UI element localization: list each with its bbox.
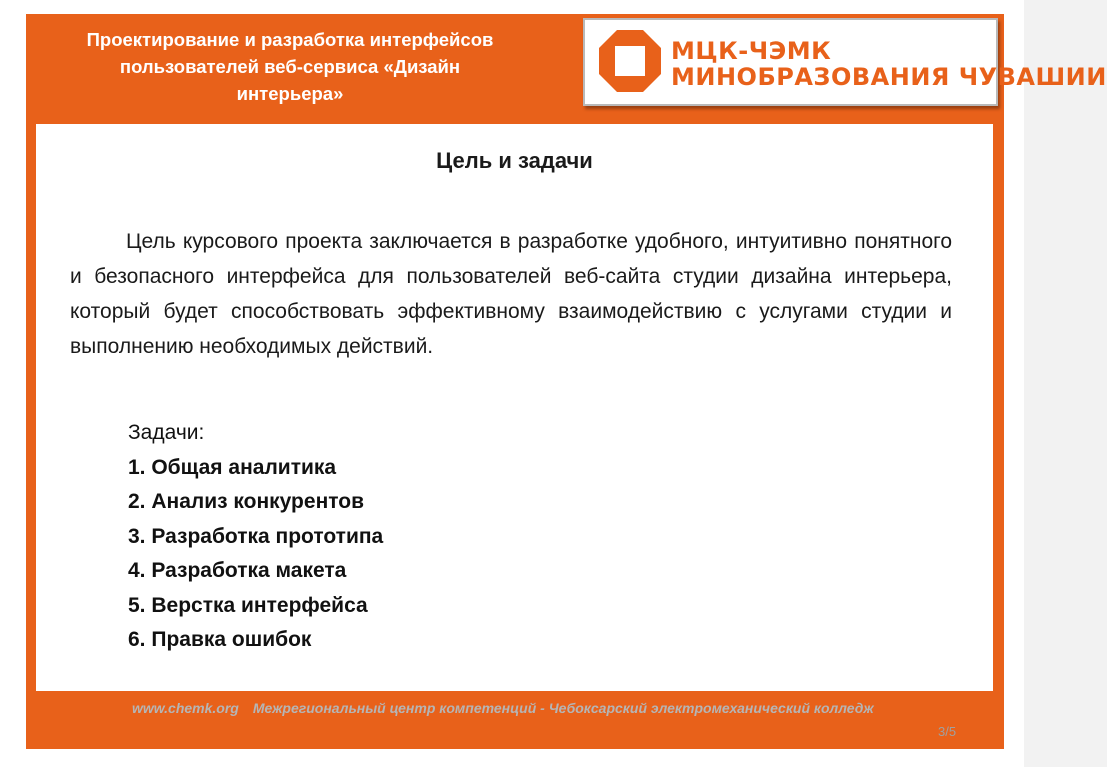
logo-line-2: МИНОБРАЗОВАНИЯ ЧУВАШИИ <box>671 63 1107 91</box>
task-item-3: 3. Разработка прототипа <box>128 524 384 548</box>
task-item-6: 6. Правка ошибок <box>128 628 312 651</box>
content-panel <box>36 124 993 691</box>
header-title <box>40 26 540 107</box>
tasks-label: Задачи: <box>128 421 205 444</box>
logo <box>583 18 1107 106</box>
task-item-5: 5. Верстка интерфейса <box>128 593 368 617</box>
task-item-1: 1. Общая аналитика <box>128 455 337 479</box>
footer <box>0 700 1024 716</box>
logo-text <box>671 37 1107 91</box>
task-item-4: 4. Разработка макета <box>128 559 347 582</box>
logo-line-1: МЦК-ЧЭМК <box>671 37 832 65</box>
header-title-line-3: интерьера» <box>236 83 344 104</box>
tasks-list <box>128 416 728 658</box>
header-title-line-1: Проектирование и разработка интерфейсов <box>86 29 494 50</box>
footer-org: Межрегиональный центр компетенций - Чебоксарский электромеханический колледж <box>252 700 874 716</box>
octagon-logo-icon <box>599 30 661 92</box>
header-title-line-2: пользователей веб-сервиса «Дизайн <box>119 56 461 77</box>
goal-paragraph: Цель курсового проекта заключается в разработке удобного, интуитивно понятного и безопасного интерфейса для пользователей веб-сайта студии дизайна интерьера, который будет способствовать эффективному взаимодействию с услугами студии и выполнению необходимых действий. <box>70 230 952 358</box>
task-item-2: 2. Анализ конкурентов <box>128 490 364 513</box>
footer-site-link[interactable]: www.chemk.org <box>132 700 239 716</box>
slide-title: Цель и задачи <box>436 148 593 173</box>
page-number: 3/5 <box>938 724 957 739</box>
